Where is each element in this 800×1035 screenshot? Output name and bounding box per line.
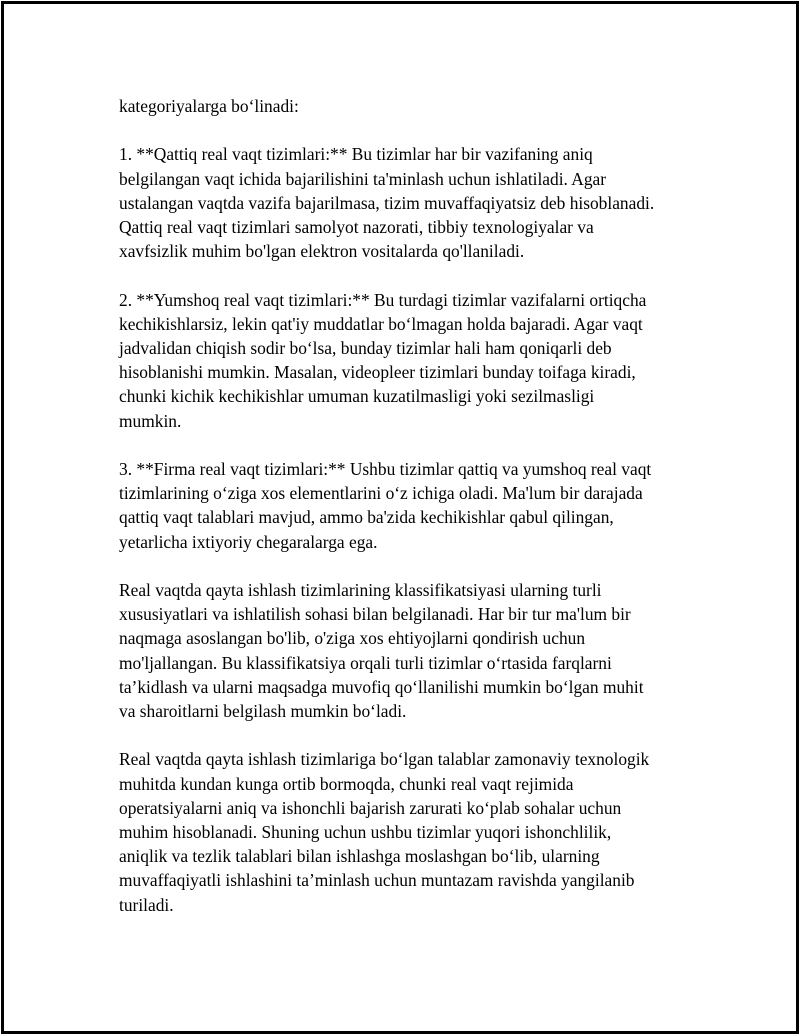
intro-paragraph: [119, 94, 699, 118]
text-line: xavfsizlik muhim bo'lgan elektron vositalarda qo'llaniladi.: [119, 241, 525, 262]
text-line: va sharoitlarni belgilash mumkin bo‘ladi.: [119, 701, 407, 722]
text-line: belgilangan vaqt ichida bajarilishini ta'minlash uchun ishlatiladi. Agar: [119, 168, 607, 189]
text-line: muvaffaqiyatli ishlashini ta’minlash uchun muntazam ravishda yangilanib: [119, 870, 635, 891]
text-line: naqmaga asoslangan bo'lib, o'ziga xos ehtiyojlarni qondirish uchun: [119, 628, 586, 649]
text-line: ta’kidlash va ularni maqsadga muvofiq qo‘llanilishi mumkin bo‘lgan muhit: [119, 676, 644, 697]
classification-paragraph: [119, 578, 699, 723]
text-line: xususiyatlari va ishlatilish sohasi bilan belgilanadi. Har bir tur ma'lum bir: [119, 604, 631, 625]
text-line: kategoriyalarga bo‘linadi:: [119, 96, 299, 116]
text-line: mo'ljallangan. Bu klassifikatsiya orqali turli tizimlar o‘rtasida farqlarni: [119, 652, 612, 673]
text-line: yetarlicha ixtiyoriy chegaralarga ega.: [119, 531, 378, 552]
text-line: aniqlik va tezlik talablari bilan ishlashga moslashgan bo‘lib, ularning: [119, 846, 600, 867]
text-line: Qattiq real vaqt tizimlari samolyot nazorati, tibbiy texnologiyalar va: [119, 217, 594, 237]
text-line: 1. **Qattiq real vaqt tizimlari:** Bu tizimlar har bir vazifaning aniq: [119, 144, 593, 165]
text-line: Real vaqtda qayta ishlash tizimlariga bo‘lgan talablar zamonaviy texnologik: [119, 749, 650, 770]
document-page: [1, 1, 799, 1034]
text-line: qattiq vaqt talablari mavjud, ammo ba'zida kechikishlar qabul qilingan,: [119, 507, 614, 528]
text-line: operatsiyalarni aniq va ishonchli bajarish zarurati ko‘plab sohalar uchun: [119, 797, 622, 818]
text-line: 2. **Yumshoq real vaqt tizimlari:** Bu turdagi tizimlar vazifalarni ortiqcha: [119, 289, 647, 310]
text-line: chunki kichik kechikishlar umuman kuzatilmasligi yoki sezilmasligi: [119, 386, 595, 407]
text-line: muhitda kundan kunga ortib bormoqda, chunki real vaqt rejimida: [119, 773, 574, 794]
text-line: mumkin.: [119, 410, 182, 431]
text-line: turiladi.: [119, 894, 174, 915]
text-line: muhim hisoblanadi. Shuning uchun ushbu tizimlar yuqori ishonchlilik,: [119, 822, 612, 843]
soft-realtime-paragraph: [119, 288, 699, 433]
firm-realtime-paragraph: [119, 457, 699, 554]
text-line: kechikishlarsiz, lekin qat'iy muddatlar bo‘lmagan holda bajaradi. Agar vaqt: [119, 313, 643, 334]
text-line: jadvalidan chiqish sodir bo‘lsa, bunday tizimlar hali ham qoniqarli deb: [119, 338, 612, 358]
text-line: tizimlarining o‘ziga xos elementlarini o‘z ichiga oladi. Ma'lum bir darajada: [119, 483, 643, 504]
text-line: ustalangan vaqtda vazifa bajarilmasa, tizim muvaffaqiyatsiz deb hisoblanadi.: [119, 192, 655, 213]
text-line: 3. **Firma real vaqt tizimlari:** Ushbu tizimlar qattiq va yumshoq real vaqt: [119, 459, 652, 479]
text-line: Real vaqtda qayta ishlash tizimlarining klassifikatsiyasi ularning turli: [119, 580, 602, 600]
hard-realtime-paragraph: [119, 142, 699, 263]
text-line: hisoblanishi mumkin. Masalan, videopleer tizimlari bunday toifaga kiradi,: [119, 362, 636, 383]
requirements-paragraph: [119, 747, 699, 916]
document-body: [119, 94, 699, 917]
